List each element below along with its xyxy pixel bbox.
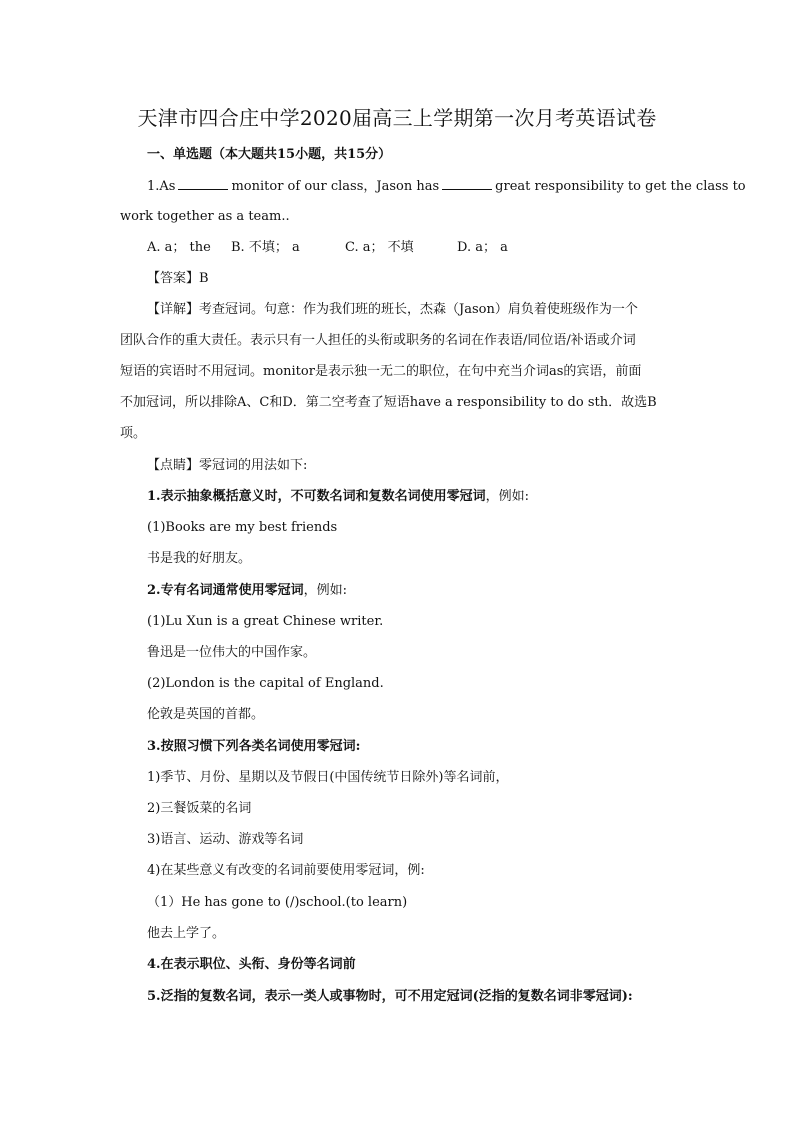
rule-2-tail: ，例如: [303,583,347,598]
rule-3-example: （1）He has gone to (/)school.(to learn) [147,895,408,910]
option-a: A. a； the [147,240,211,255]
explanation-line-1: 【详解】考查冠词。句意：作为我们班的班长，杰森（Jason）肩负着使班级作为一个 [147,302,638,317]
explanation-line-5: 项。 [120,426,147,441]
exam-title: 天津市四合庄中学2020届高三上学期第一次月考英语试卷 [137,106,657,130]
options-row [147,239,508,257]
rule-1-translation: 书是我的好朋友。 [147,551,252,566]
rule-3-item-1: 1)季节、月份、星期以及节假日(中国传统节日除外)等名词前， [147,770,509,785]
explanation-line-3: 短语的宾语时不用冠词。monitor是表示独一无二的职位，在句中充当介词as的宾语，前面 [120,364,642,379]
rule-2-translation-1: 鲁迅是一位伟大的中国作家。 [147,645,317,660]
question-1-text-b: great responsibility to get the class to [495,179,746,194]
rule-3-translation: 他去上学了。 [147,926,226,941]
explanation-line-2: 团队合作的重大责任。表示只有一人担任的头衔或职务的名词在作表语/同位语/补语或介词 [120,333,636,348]
question-1-line-2: work together as a team.. [120,209,290,224]
option-b: B. 不填； a [231,240,300,255]
rule-2-example-1: (1)Lu Xun is a great Chinese writer. [147,614,384,629]
rule-2-example-2: (2)London is the capital of England. [147,676,384,691]
explanation-line-4: 不加冠词，所以排除A、C和D．第二空考查了短语have a responsibility to do sth．故选B [120,395,657,410]
rule-1 [147,488,529,506]
question-1-text-a: monitor of our class，Jason has [231,179,440,194]
tips-heading: 【点睛】零冠词的用法如下: [147,458,308,473]
rule-2 [147,582,347,600]
rule-2-title: 2.专有名词通常使用零冠词 [147,583,304,598]
answer-blank-2 [442,177,492,190]
rule-3-item-2: 2)三餐饭菜的名词 [147,801,252,816]
question-1-line-1 [147,177,746,196]
answer-blank-1 [178,177,228,190]
rule-3-item-4: 4)在某些意义有改变的名词前要使用零冠词，例: [147,863,425,878]
option-c: C. a； 不填 [345,240,414,255]
question-1-number: 1.As [147,179,176,194]
rule-1-example: (1)Books are my best friends [147,520,338,535]
rule-5-title: 5.泛指的复数名词，表示一类人或事物时，可不用定冠词(泛指的复数名词非零冠词): [147,989,633,1004]
option-d: D. a； a [457,240,508,255]
rule-4-title: 4.在表示职位、头衔、身份等名词前 [147,957,356,972]
section-heading: 一、单选题（本大题共15小题，共15分） [147,147,392,162]
rule-3-title: 3.按照习惯下列各类名词使用零冠词: [147,739,361,754]
rule-1-title: 1.表示抽象概括意义时，不可数名词和复数名词使用零冠词 [147,489,486,504]
rule-1-tail: ，例如: [485,489,529,504]
rule-2-translation-2: 伦敦是英国的首都。 [147,707,265,722]
rule-3-item-3: 3)语言、运动、游戏等名词 [147,832,304,847]
answer-line: 【答案】B [147,271,209,286]
